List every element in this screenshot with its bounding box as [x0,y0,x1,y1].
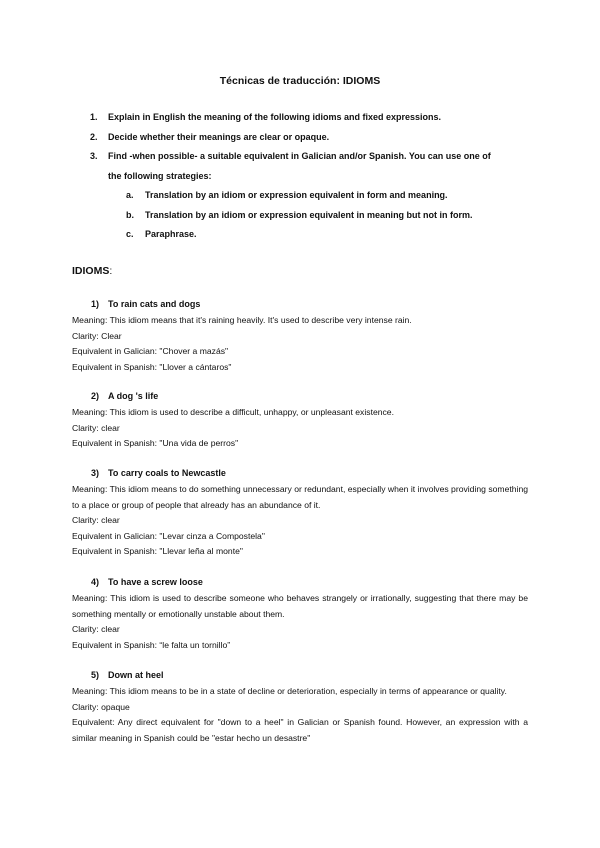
strategy-item [126,206,540,226]
idiom-equivalent: Equivalent in Galician: "Chover a mazás" [72,346,229,356]
idiom-title-text: To carry coals to Newcastle [108,468,226,478]
idiom-meaning: Meaning: This idiom is used to describe a difficult, unhappy, or unpleasant existence. [72,407,394,417]
idiom-number: 2) [91,391,100,401]
strategy-text: Paraphrase. [145,229,197,239]
idiom-title [72,574,528,590]
idiom-entry [72,574,528,653]
idiom-title-text: A dog 's life [108,391,159,401]
instruction-text: Decide whether their meanings are clear or opaque. [108,131,330,142]
idiom-title [72,388,528,404]
strategy-letter: c. [126,229,134,239]
idiom-meaning: Meaning: This idiom is used to describe someone who behaves strangely or irrationally, suggesting that there may be something mentally or emotionally unstable about them. [72,593,528,619]
idioms-heading-label: IDIOMS [72,265,110,277]
instruction-item [90,128,540,148]
instruction-text: Find -when possible- a suitable equivalent in Galician and/or Spanish. You can use one of [108,151,491,161]
strategy-letter: a. [126,190,134,200]
idiom-title-text: To have a screw loose [108,577,203,587]
idiom-title-text: To rain cats and dogs [108,299,201,309]
idiom-number: 4) [91,577,100,587]
instruction-number: 1. [90,112,98,122]
instruction-text-continued: the following strategies: [108,170,212,181]
instruction-number: 3. [90,151,98,161]
strategy-item [126,225,540,245]
idiom-meaning: Meaning: This idiom means to do something unnecessary or redundant, especially when it involves providing something to a place or group of people that already has an abundance of it. [72,484,528,510]
idiom-number: 1) [91,299,100,309]
instruction-text: Explain in English the meaning of the following idioms and fixed expressions. [108,112,442,122]
idiom-entry [72,465,528,560]
idioms-heading-colon: : [109,265,113,277]
idiom-entry [72,667,528,746]
idiom-equivalent: Equivalent in Galician: "Levar cinza a Compostela" [72,530,265,541]
instruction-item [90,108,540,128]
idiom-equivalent: Equivalent in Spanish: “le falta un tornillo” [72,639,231,650]
idiom-clarity: Clarity: opaque [72,701,130,712]
instruction-item [90,147,540,245]
instructions-list [90,108,540,245]
idiom-clarity: Clarity: Clear [72,330,122,341]
idiom-equivalent: Equivalent in Spanish: "Una vida de perros" [72,438,239,448]
idiom-entry [72,388,528,452]
instruction-number: 2. [90,131,98,142]
strategy-text: Translation by an idiom or expression equivalent in form and meaning. [145,190,448,200]
idiom-title [72,465,528,481]
idiom-number: 5) [91,670,100,680]
page-title: Técnicas de traducción: IDIOMS [219,75,381,87]
idiom-equivalent: Equivalent: Any direct equivalent for "down to a heel" in Galician or Spanish found. However, an expression with a similar meaning in Spanish could be "estar hecho un desastre" [72,717,528,743]
idiom-title [72,667,528,683]
idioms-heading [72,265,112,277]
idiom-title [72,296,528,312]
idiom-entry [72,296,528,375]
idiom-clarity: Clarity: clear [72,422,120,433]
idiom-meaning: Meaning: This idiom means to be in a state of decline or deterioration, especially in terms of appearance or quality. [72,686,507,696]
idiom-clarity: Clarity: clear [72,515,120,525]
idiom-number: 3) [91,468,100,478]
strategy-letter: b. [126,209,134,220]
idiom-equivalent: Equivalent in Spanish: "Llevar leña al monte" [72,546,243,556]
strategy-item [126,186,540,206]
idiom-title-text: Down at heel [108,670,164,680]
idiom-meaning: Meaning: This idiom means that it's raining heavily. It's used to describe very intense rain. [72,315,412,325]
idiom-equivalent: Equivalent in Spanish: "Llover a cántaros" [72,361,232,372]
idiom-clarity: Clarity: clear [72,624,120,634]
strategy-text: Translation by an idiom or expression equivalent in meaning but not in form. [145,209,473,220]
